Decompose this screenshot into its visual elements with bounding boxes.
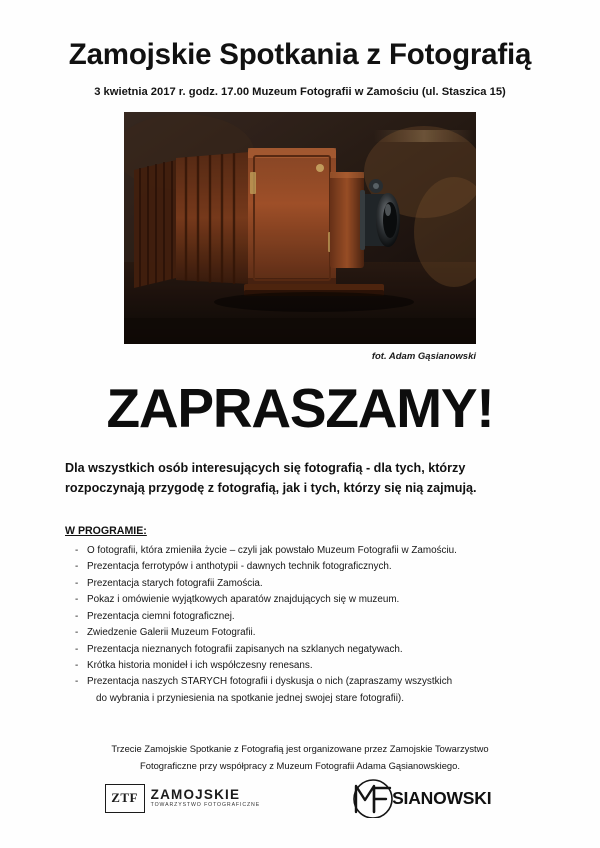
photo-credit: fot. Adam Gąsianowski: [371, 351, 476, 362]
list-item: [75, 543, 535, 559]
logo-row: [0, 778, 600, 818]
headline: ZAPRASZAMY!: [106, 377, 494, 439]
list-item: [75, 642, 535, 658]
list-item: [75, 658, 535, 674]
list-item-text: Krótka historia monideł i ich współczesny renesans.: [87, 659, 313, 671]
list-item-text: Prezentacja starych fotografii Zamościa.: [87, 577, 263, 589]
list-item-text-continued: do wybrania i przyniesienia na spotkanie jednej swojej stare fotografii).: [96, 692, 404, 704]
list-item: [75, 576, 535, 592]
list-item: [75, 674, 535, 707]
event-details: 3 kwietnia 2017 r. godz. 17.00 Muzeum Fotografii w Zamościu (ul. Staszica 15): [94, 86, 506, 98]
list-item-text: Zwiedzenie Galerii Muzeum Fotografii.: [87, 627, 256, 639]
gasianowski-logo: [352, 778, 495, 818]
mf-monogram-icon: [352, 778, 394, 818]
antique-camera-photo: [124, 112, 476, 344]
program-title: W PROGRAMIE:: [65, 524, 147, 537]
ztf-logo-name: ZAMOJSKIE: [150, 786, 241, 802]
ztf-monogram-icon: ZTF: [105, 784, 145, 813]
list-item: [75, 625, 535, 641]
list-item: [75, 592, 535, 608]
ztf-logo-tagline: TOWARZYSTWO FOTOGRAFICZNE: [150, 802, 261, 809]
camera-photo-illustration: [124, 112, 476, 344]
list-item-text: Prezentacja ciemni fotograficznej.: [87, 610, 235, 622]
ztf-logo: [105, 784, 260, 813]
page-title: Zamojskie Spotkania z Fotografią: [68, 38, 532, 71]
organizer-note: Trzecie Zamojskie Spotkanie z Fotografią jest organizowane przez Zamojskie Towarzystwo Fotograficzne przy współpracy z Muzeum Fotografii Adama Gąsianowskiego.: [111, 743, 489, 771]
lead-paragraph: Dla wszystkich osób interesujących się fotografią - dla tych, którzy rozpoczynają przygodę z fotografią, jak i tych, którzy się nią zajmują.: [65, 461, 477, 496]
list-item: [75, 559, 535, 575]
ztf-logo-text: [151, 788, 260, 809]
list-item-text: Prezentacja naszych STARYCH fotografii i dyskusja o nich (zapraszamy wszystkich: [87, 676, 453, 688]
program-list: [65, 543, 535, 707]
list-item: [75, 609, 535, 625]
list-item-text: Prezentacja ferrotypów i anthotypii - dawnych technik fotograficznych.: [87, 561, 392, 573]
photo-frame: [124, 112, 476, 344]
list-item-text: Prezentacja nieznanych fotografii zapisanych na szklanych negatywach.: [87, 643, 403, 655]
list-item-text: Pokaz i omówienie wyjątkowych aparatów znajdujących się w muzeum.: [87, 594, 400, 606]
gasianowski-logo-name: SIANOWSKI: [392, 787, 492, 808]
list-item-text: O fotografii, która zmieniła życie – czyli jak powstało Muzeum Fotografii w Zamościu.: [87, 544, 457, 556]
program-section: [65, 525, 535, 707]
